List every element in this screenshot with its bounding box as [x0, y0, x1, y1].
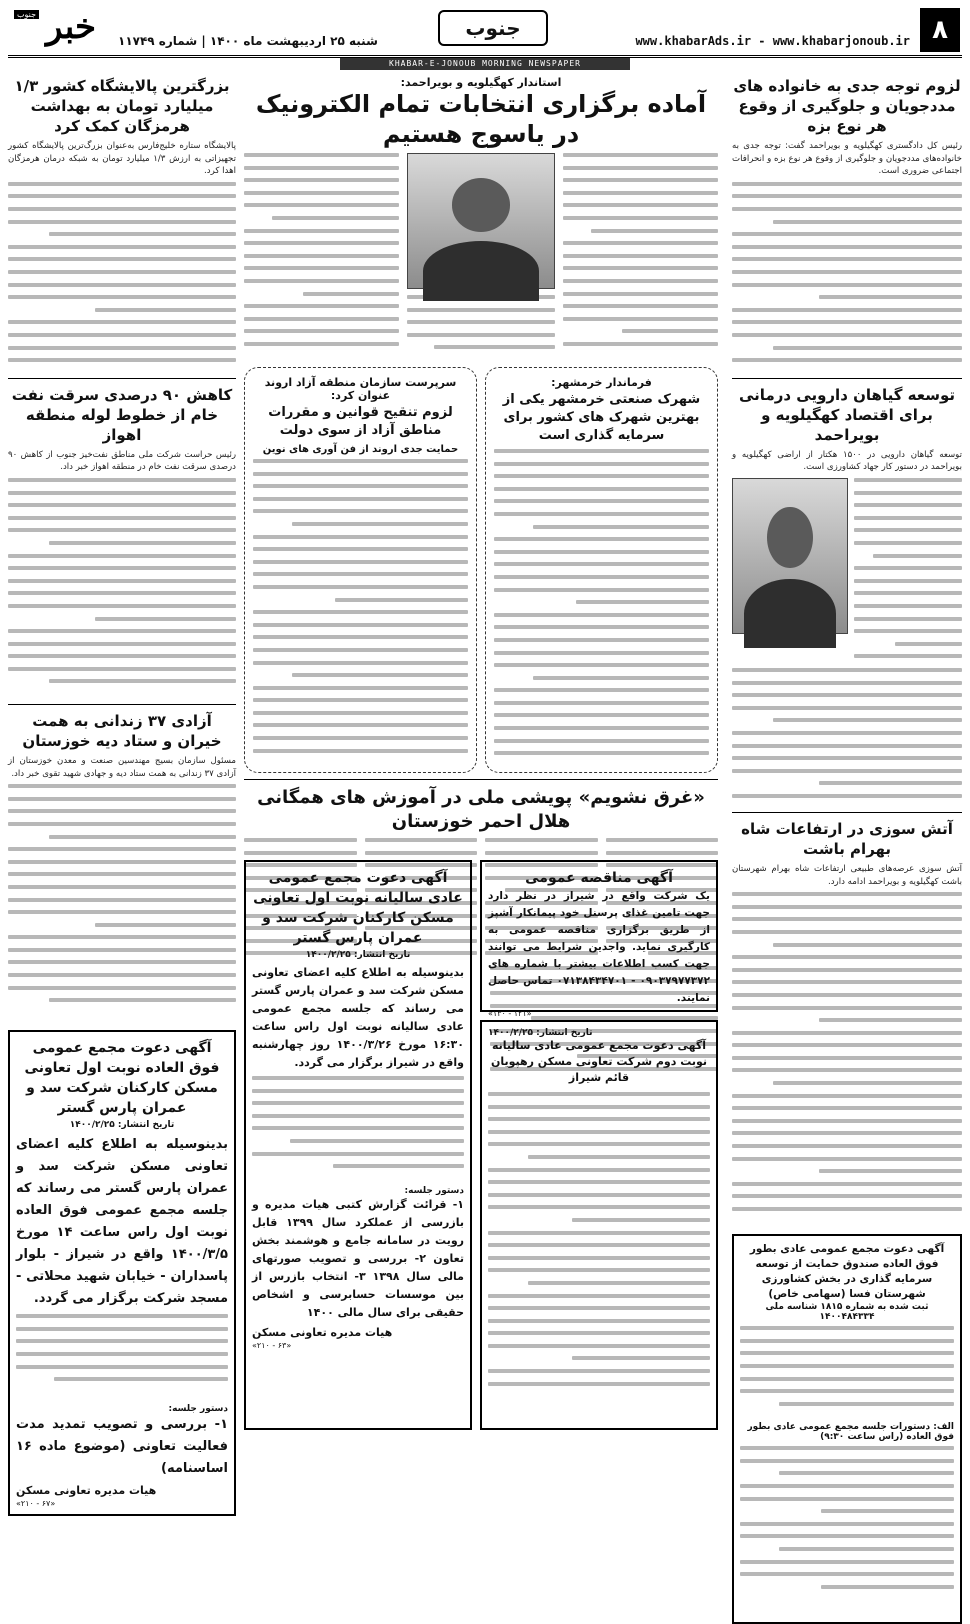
article-prisoner-families: [732, 76, 962, 372]
article-wildfire: [732, 819, 962, 1230]
article-headline[interactable]: لزوم توجه جدی به خانواده های مددجویان و جلوگیری از وقوع هر نوع بزه: [733, 77, 961, 135]
ad-tender-cook: [480, 860, 718, 1018]
divider: [8, 704, 236, 705]
masthead-banner: KHABAR-E-JONOUB MORNING NEWSPAPER: [340, 58, 630, 70]
ad-body-text: [740, 1326, 954, 1422]
ad-body: یک شرکت واقع در شیراز در نظر دارد جهت تامین غذای پرسنل خود پیمانکار آشپز از طریق برگزاری مناقصه عمومی به کارگیری نماید. واجدین شرایط می توانند جهت کسب اطلاعات بیشتر با شماره های ۰۹۰۳۷۹۷۷۳۷۲ - ۰۷۱۳۸۴۳۴۷۰۱ تماس حاصل نمایند.: [488, 890, 710, 1004]
ad-date: تاریخ انتشار: ۱۴۰۰/۲/۲۵: [488, 1028, 593, 1038]
two-box-row: [244, 367, 718, 773]
right-column: [732, 74, 963, 1443]
story-kicker: فرماندار خرمشهر:: [551, 376, 652, 389]
ad-coop-pars-gostar-extraordinary: [8, 1030, 236, 1516]
ad-agenda: ۱- قرائت گزارش کتبی هیات مدیره و بازرسی از عملکرد سال ۱۳۹۹ قابل رویت در سامانه جامع و هوشمند بخش تعاون ۲- بررسی و تصویب صورتهای مالی سال ۱۳۹۸ ۳- انتخاب بازرس از بین موسسات حسابرسی و اشخاص حقیقی برای سال مالی ۱۴۰۰: [252, 1198, 464, 1319]
logo-sub: جنوب: [14, 10, 39, 19]
ad-code: «۲۱۰ - ۶۳»: [252, 1341, 292, 1350]
ad-title[interactable]: آگهی دعوت مجمع عمومی عادی سالیانه نوبت دوم شرکت تعاونی مسکن رهپویان قائم شیراز: [490, 1039, 708, 1084]
story-kicker: سرپرست سازمان منطقه آزاد اروند عنوان کرد:: [264, 376, 457, 402]
ad-code: «۱۳۰ - ۱۲۱»: [488, 1009, 532, 1018]
article-lede: توسعه گیاهان دارویی در ۱۵۰۰ هکتار از اراضی کهگیلویه و بویراحمد در دستور کار جهاد کشاورزی است.: [732, 449, 963, 473]
article-body-text: [732, 668, 962, 806]
ad-registration: ثبت شده به شماره ۱۸۱۵ شناسه ملی ۱۴۰۰۴۸۴۳۳۴: [765, 1302, 929, 1323]
ad-date: تاریخ انتشار: ۱۴۰۰/۲/۲۵: [69, 1120, 175, 1131]
section-title: جنوب: [438, 10, 548, 46]
logo-word: خبر: [45, 7, 96, 47]
article-lede: رئیس کل دادگستری کهگیلویه و بویراحمد گفت: توجه جدی به خانواده‌های مددجویان و جلوگیری از وقوع هر نوع بزه و انحرافات اجتماعی ضروری است.: [732, 141, 962, 177]
story-subhead: حمایت جدی اروند از فن آوری های نوین: [262, 444, 459, 455]
ad-agenda-items: [740, 1446, 954, 1616]
article-lede: آتش سوزی عرصه‌های طبیعی ارتفاعات شاه بهرام شهرستان باشت کهگیلویه و بویراحمد ادامه دارد.: [732, 863, 962, 887]
divider: [732, 812, 962, 813]
ad-date: تاریخ انتشار: ۱۴۰۰/۲/۲۵: [305, 950, 411, 960]
story-headline[interactable]: شهرک صنعتی خرمشهر یکی از بهترین شهرک های کشور برای سرمایه گذاری است: [502, 392, 701, 443]
masthead: [8, 6, 962, 58]
article-lede: مسئول سازمان بسیج مهندسین صنعت و معدن خوزستان از آزادی ۳۷ زندانی به همت ستاد دیه و جهادی شهید تقوی خبر داد.: [8, 755, 236, 779]
governor-photo: [407, 153, 555, 289]
newspaper-logo[interactable]: [12, 8, 96, 48]
left-column: [8, 74, 236, 1509]
page-number: ۸: [920, 8, 960, 52]
article-lede: رئیس حراست شرکت ملی مناطق نفت‌خیز جنوب از کاهش ۹۰ درصدی سرقت نفت خام در منطقه اهواز خبر داد.: [8, 449, 236, 473]
article-body-text: [8, 478, 236, 698]
ad-title[interactable]: آگهی دعوت مجمع عمومی فوق العاده نوبت اول تعاونی مسکن کارکنان شرکت سد و عمران پارس گستر: [24, 1040, 220, 1117]
ad-agenda-title: دستور جلسه:: [168, 1404, 228, 1415]
official-portrait-photo: [732, 478, 848, 634]
website-links[interactable]: www.khabarAds.ir - www.khabarjonoub.ir: [635, 34, 910, 48]
story-arvand-free-zone: [244, 367, 477, 773]
article-prisoners-freed: [8, 711, 236, 1024]
article-headline[interactable]: بزرگترین پالایشگاه کشور ۱/۳ میلیارد تومان به بهداشت هرمزگان کمک کرد: [14, 77, 230, 135]
ad-signature: هیات مدیره تعاونی مسکن: [16, 1484, 157, 1498]
ad-body: بدینوسیله به اطلاع کلیه اعضای تعاونی مسکن شرکت سد و عمران پارس گستر می رساند که جلسه مجمع عمومی فوق العاده نوبت اول راس ساعت ۱۴ مورخ ۱۴۰۰/۳/۵ واقع در شیراز - بلوار پاسداران - خیابان شهید محلاتی - مسجد شرکت برگزار می گردد.: [16, 1137, 228, 1307]
main-story-body: [244, 153, 718, 361]
ad-title[interactable]: آگهی مناقصه عمومی: [525, 870, 673, 886]
ad-coop-rahpouyan: [480, 1020, 718, 1430]
article-headline[interactable]: آتش سوزی در ارتفاعات شاه بهرام باشت: [741, 819, 953, 858]
article-headline[interactable]: توسعه گیاهان دارویی درمانی برای اقتصاد کهگیلویه و بویراحمد: [739, 385, 955, 444]
article-refinery-donation: [8, 76, 236, 372]
divider: [732, 378, 962, 379]
ad-agenda-title: دستور جلسه:: [404, 1186, 464, 1196]
story-headline[interactable]: لزوم تنقیح قوانین و مقررات مناطق آزاد از سوی دولت: [268, 405, 453, 438]
ad-fasa-agri-fund: [732, 1234, 962, 1624]
ad-code: «۲۱۰ - ۶۷»: [16, 1499, 56, 1509]
issue-date-line: شنبه ۲۵ اردیبهشت ماه ۱۴۰۰ | شماره ۱۱۷۴۹: [118, 34, 378, 48]
main-story-kicker: استاندار کهگیلویه و بویراحمد:: [400, 76, 562, 89]
article-body-text: [8, 182, 236, 372]
ad-signature: هیات مدیره تعاونی مسکن: [252, 1326, 393, 1339]
red-crescent-headline[interactable]: «غرق نشویم» پویشی ملی در آموزش های همگانی هلال احمر خوزستان: [257, 787, 705, 832]
article-headline[interactable]: کاهش ۹۰ درصدی سرقت نفت خام از خطوط لوله منطقه اهواز: [11, 385, 233, 444]
article-body-text: [8, 784, 236, 1024]
divider: [244, 779, 718, 780]
story-khorramshahr-industrial-park: [485, 367, 718, 773]
ad-agenda-title: الف: دستورات جلسه مجمع عمومی عادی بطور فوق العاده (راس ساعت ۹:۳۰): [747, 1422, 954, 1443]
article-headline[interactable]: آزادی ۳۷ زندانی به همت خیران و ستاد دیه خوزستان: [22, 711, 222, 750]
article-body-text: [732, 182, 962, 372]
center-column: [244, 74, 718, 1430]
ad-agenda: ۱- بررسی و تصویب تمدید مدت فعالیت تعاونی (موضوع ماده ۱۶ اساسنامه): [16, 1417, 228, 1477]
article-lede: پالایشگاه ستاره خلیج‌فارس به‌عنوان بزرگ‌ترین پالایشگاه کشور تجهیزاتی به ارزش ۱/۳ میلیارد تومان به شبکه درمان هرمزگان اهدا کرد.: [8, 141, 236, 177]
article-oil-theft: [8, 385, 236, 698]
ad-coop-pars-gostar-annual: [244, 860, 472, 1430]
ad-body: بدینوسیله به اطلاع کلیه اعضای تعاونی مسکن شرکت سد و عمران پارس گستر می رساند که جلسه مجمع عمومی عادی سالیانه نوبت اول راس ساعت ۱۶:۳۰ مورخ ۱۴۰۰/۳/۲۶ روز چهارشنبه واقع در شیراز برگزار می گردد.: [252, 966, 464, 1069]
ad-title[interactable]: آگهی دعوت مجمع عمومی عادی سالیانه نوبت اول تعاونی مسکن کارکنان شرکت سد و عمران پارس گستر: [253, 870, 463, 946]
article-body-with-photo: [732, 478, 962, 668]
article-medicinal-plants: [732, 385, 962, 806]
ad-title[interactable]: آگهی دعوت مجمع عمومی عادی بطور فوق العاده صندوق حمایت از توسعه سرمایه گذاری در بخش کشاورزی شهرستان فسا (سهامی خاص): [749, 1243, 945, 1301]
divider: [8, 378, 236, 379]
article-body-text: [732, 892, 962, 1230]
main-story-headline[interactable]: آماده برگزاری انتخابات تمام الکترونیک در یاسوج هستیم: [255, 90, 707, 148]
